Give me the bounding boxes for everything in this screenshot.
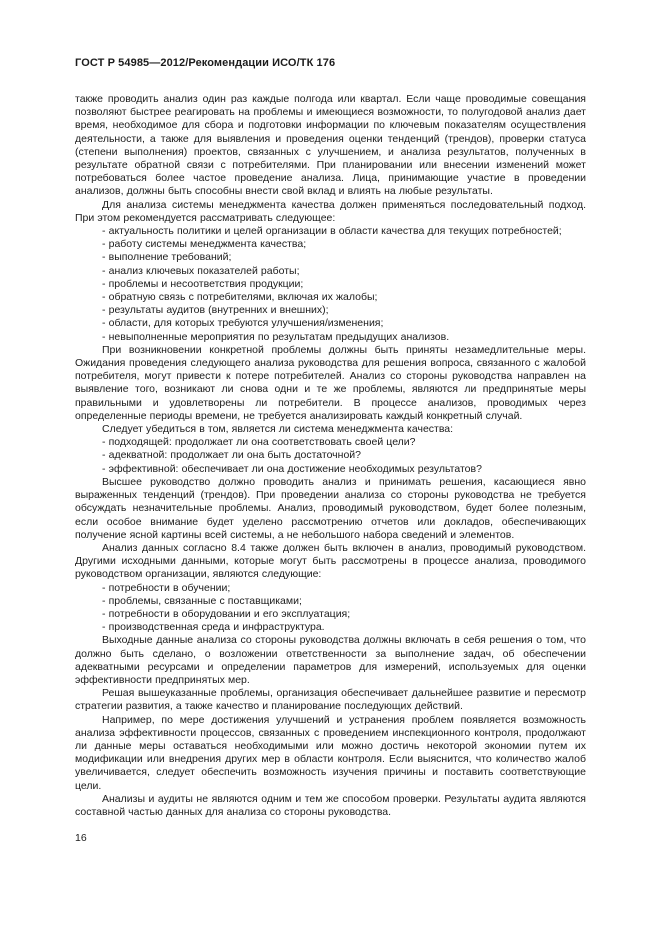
document-body [75, 93, 586, 819]
list-item: - обратную связь с потребителями, включая их жалобы; [102, 291, 378, 304]
list-item: - области, для которых требуются улучшения/изменения; [102, 317, 384, 330]
list-item: - потребности в оборудовании и его эксплуатация; [102, 607, 351, 620]
paragraph: Например, по мере достижения улучшений и устранения проблем появляется возможность анализа эффективности процессов, связанных с проведением инспекционного контроля, продолжают ли данные меры оставаться необходимыми или можно достичь некоторой экономии путем их модификации или внедрения других мер в области контроля. Если выяснится, что количество жалоб увеличивается, следует обеспечить возможность изучения причины и поставить соответствующие цели. [75, 713, 586, 792]
paragraph: Анализ данных согласно 8.4 также должен быть включен в анализ, проводимый руководством. Другими исходными данными, которые могут быть рассмотрены в процессе анализа, проводимого руководством организации, являются следующие: [75, 541, 586, 581]
list-item: - невыполненные мероприятия по результатам предыдущих анализов. [102, 330, 450, 343]
paragraph: Для анализа системы менеджмента качества должен применяться последовательный подход. При этом рекомендуется рассматривать следующее: [75, 198, 586, 224]
paragraph: Следует убедиться в том, является ли система менеджмента качества: [102, 423, 454, 436]
paragraph: Высшее руководство должно проводить анализ и принимать решения, касающиеся явно выраженных тенденций (трендов). При проведении анализа со стороны руководства не требуется обсуждать незначительные проблемы. Анализ, проводимый руководством, будет более полезным, если особое внимание будет уделено рассмотрению отчетов или докладов, обеспечивающих получение ясной картины всей системы, а не небольшого набора сведений и элементов. [75, 475, 586, 541]
list-item: - подходящей: продолжает ли она соответствовать своей цели? [102, 436, 416, 449]
paragraph: Выходные данные анализа со стороны руководства должны включать в себя решения о том, что должно быть сделано, о возложении ответственности за выполнение задач, об обеспечении адекватными ресурсами и определении параметров для измерений, используемых для оценки эффективности предпринятых мер. [75, 634, 586, 686]
page-number: 16 [75, 832, 87, 845]
paragraph: Анализы и аудиты не являются одним и тем же способом проверки. Результаты аудита являются составной частью данных для анализа со стороны руководства. [75, 792, 586, 818]
list-item: - потребности в обучении; [102, 581, 231, 594]
list-item: - проблемы, связанные с поставщиками; [102, 594, 302, 607]
list-item: - результаты аудитов (внутренних и внешних); [102, 304, 329, 317]
list-item: - эффективной: обеспечивает ли она достижение необходимых результатов? [102, 462, 482, 475]
list-item: - производственная среда и инфраструктура. [102, 621, 325, 634]
paragraph: также проводить анализ один раз каждые полгода или квартал. Если чаще проводимые совещания позволяют быстрее реагировать на проблемы и имеющиеся возможности, то полугодовой анализ дает время, необходимое для сбора и подготовки информации по ключевым показателям осуществления деятельности, а также для выявления и проведения оценки тенденций (трендов), проверки статуса (степени выполнения) проектов, связанных с улучшением, и анализа результатов, полученных в результате обратной связи с потребителями. При планировании или внесении изменений может потребоваться более частое проведение анализа. Лица, принимающие участие в проведении анализов, должны быть способны внести свой вклад и влиять на любые результаты. [75, 93, 586, 198]
list-item: - работу системы менеджмента качества; [102, 238, 307, 251]
list-item: - проблемы и несоответствия продукции; [102, 277, 304, 290]
document-header: ГОСТ Р 54985—2012/Рекомендации ИСО/ТК 176 [75, 57, 336, 69]
paragraph: При возникновении конкретной проблемы должны быть приняты незамедлительные меры. Ожидания проведения следующего анализа руководства для решения вопроса, связанного с жалобой потребителя, могут привести к потере потребителей. Анализ со стороны руководства направлен на выявление того, возникают ли снова одни и те же проблемы, являются ли предпринятые меры правильными и удовлетворены ли потребители. В процессе анализов, проводимых через определенные периоды времени, не требуется анализировать каждый конкретный случай. [75, 343, 586, 422]
list-item: - адекватной: продолжает ли она быть достаточной? [102, 449, 361, 462]
list-item: - выполнение требований; [102, 251, 232, 264]
list-item: - актуальность политики и целей организации в области качества для текущих потребностей; [102, 225, 562, 238]
paragraph: Решая вышеуказанные проблемы, организация обеспечивает дальнейшее развитие и пересмотр стратегии развития, а также качество и планирование последующих действий. [75, 687, 586, 713]
list-item: - анализ ключевых показателей работы; [102, 264, 300, 277]
